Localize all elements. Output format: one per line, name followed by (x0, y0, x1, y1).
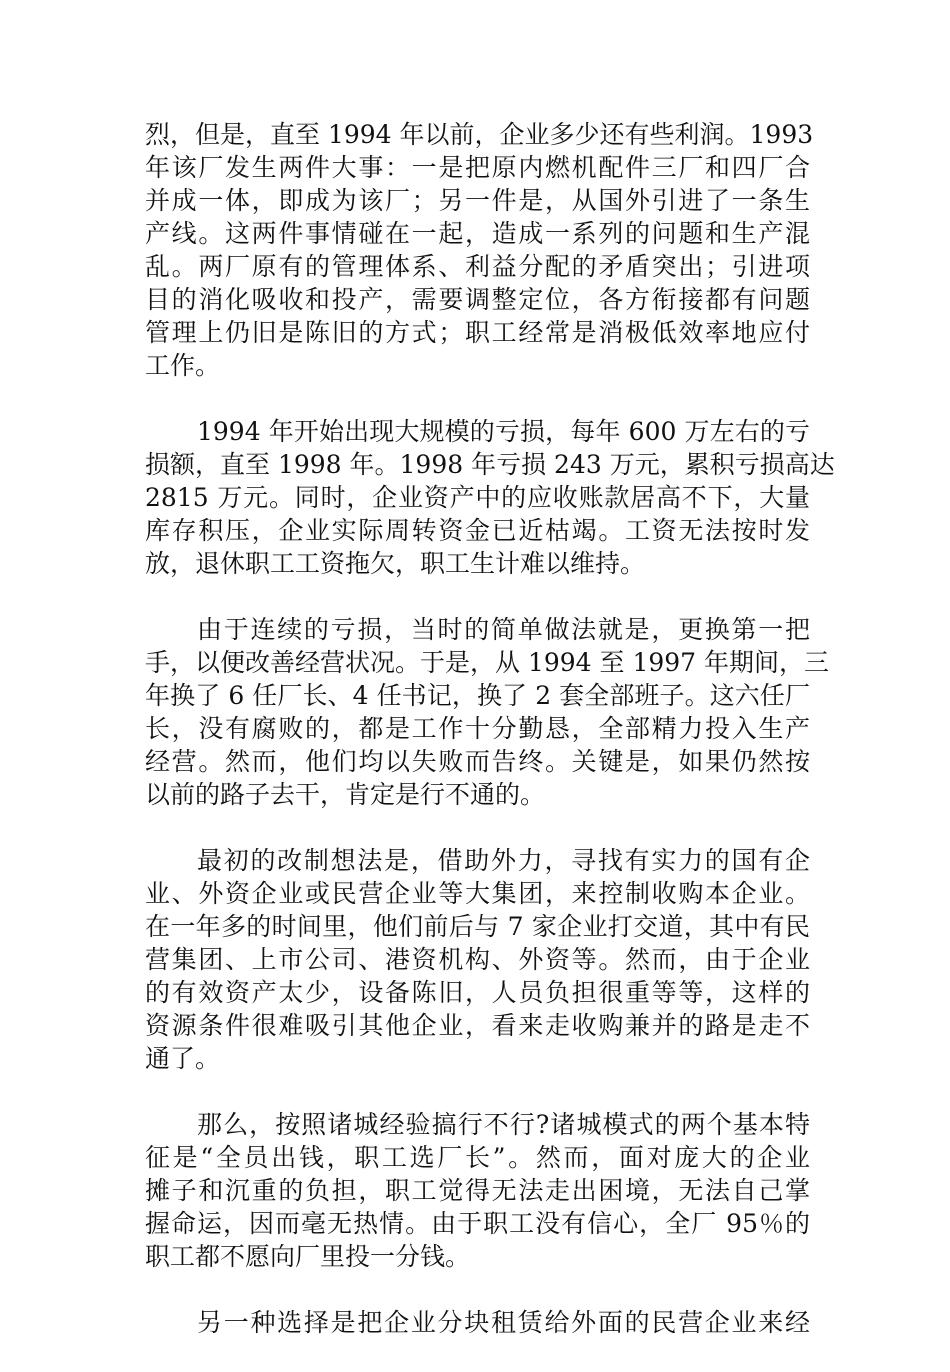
text-line: 另一种选择是把企业分块租赁给外面的民营企业来经 (197, 1308, 810, 1337)
text-line: 手，以便改善经营状况。于是，从 1994 至 1997 年期间，三 (145, 648, 830, 677)
text-line: 握命运，因而毫无热情。由于职工没有信心，全厂 95％的 (145, 1209, 810, 1238)
text-line: 由于连续的亏损，当时的简单做法就是，更换第一把 (197, 615, 810, 644)
text-line: 年该厂发生两件大事：一是把原内燃机配件三厂和四厂合 (145, 153, 810, 182)
text-line: 损额，直至 1998 年。1998 年亏损 243 万元，累积亏损高达 (145, 450, 835, 479)
text-line: 管理上仍旧是陈旧的方式；职工经常是消极低效率地应付 (145, 318, 810, 347)
text-line: 在一年多的时间里，他们前后与 7 家企业打交道，其中有民 (145, 912, 810, 941)
text-line: 乱。两厂原有的管理体系、利益分配的矛盾突出；引进项 (145, 252, 810, 281)
text-line: 那么，按照诸城经验搞行不行?诸城模式的两个基本特 (197, 1110, 810, 1139)
text-line: 的有效资产太少，设备陈旧，人员负担很重等等，这样的 (145, 978, 810, 1007)
text-line: 放，退休职工工资拖欠，职工生计难以维持。 (145, 549, 646, 578)
text-line: 营集团、上市公司、港资机构、外资等。然而，由于企业 (145, 945, 810, 974)
text-line: 目的消化吸收和投产，需要调整定位，各方衔接都有问题 (145, 285, 810, 314)
text-line: 年换了 6 任厂长、4 任书记，换了 2 套全部班子。这六任厂 (145, 681, 810, 710)
text-line: 以前的路子去干，肯定是行不通的。 (145, 780, 546, 809)
text-line: 长，没有腐败的，都是工作十分勤恳，全部精力投入生产 (145, 714, 810, 743)
text-line: 职工都不愿向厂里投一分钱。 (145, 1242, 471, 1271)
paragraph-5 (145, 1108, 810, 1273)
text-line: 并成一体，即成为该厂；另一件是，从国外引进了一条生 (145, 186, 810, 215)
text-line: 工作。 (145, 351, 221, 380)
text-line: 摊子和沉重的负担，职工觉得无法走出困境，无法自己掌 (145, 1176, 810, 1205)
text-line: 库存积压，企业实际周转资金已近枯竭。工资无法按时发 (145, 516, 810, 545)
text-line: 最初的改制想法是，借助外力，寻找有实力的国有企 (197, 846, 810, 875)
paragraph-3 (145, 613, 830, 811)
document-body (145, 118, 835, 1372)
text-line: 烈，但是，直至 1994 年以前，企业多少还有些利润。1993 (145, 120, 814, 149)
text-line: 业、外资企业或民营企业等大集团，来控制收购本企业。 (145, 879, 810, 908)
text-line: 产线。这两件事情碰在一起，造成一系列的问题和生产混 (145, 219, 810, 248)
paragraph-6 (145, 1306, 810, 1339)
text-line: 通了。 (145, 1044, 221, 1073)
text-line: 资源条件很难吸引其他企业，看来走收购兼并的路是走不 (145, 1011, 810, 1040)
text-line: 征是“全员出钱，职工选厂长”。然而，面对庞大的企业 (145, 1143, 810, 1172)
paragraph-1 (145, 118, 814, 382)
text-line: 2815 万元。同时，企业资产中的应收账款居高不下，大量 (145, 483, 810, 512)
text-line: 1994 年开始出现大规模的亏损，每年 600 万左右的亏 (197, 417, 810, 446)
paragraph-2 (145, 415, 835, 580)
text-line: 经营。然而，他们均以失败而告终。关键是，如果仍然按 (145, 747, 810, 776)
paragraph-4 (145, 844, 810, 1075)
